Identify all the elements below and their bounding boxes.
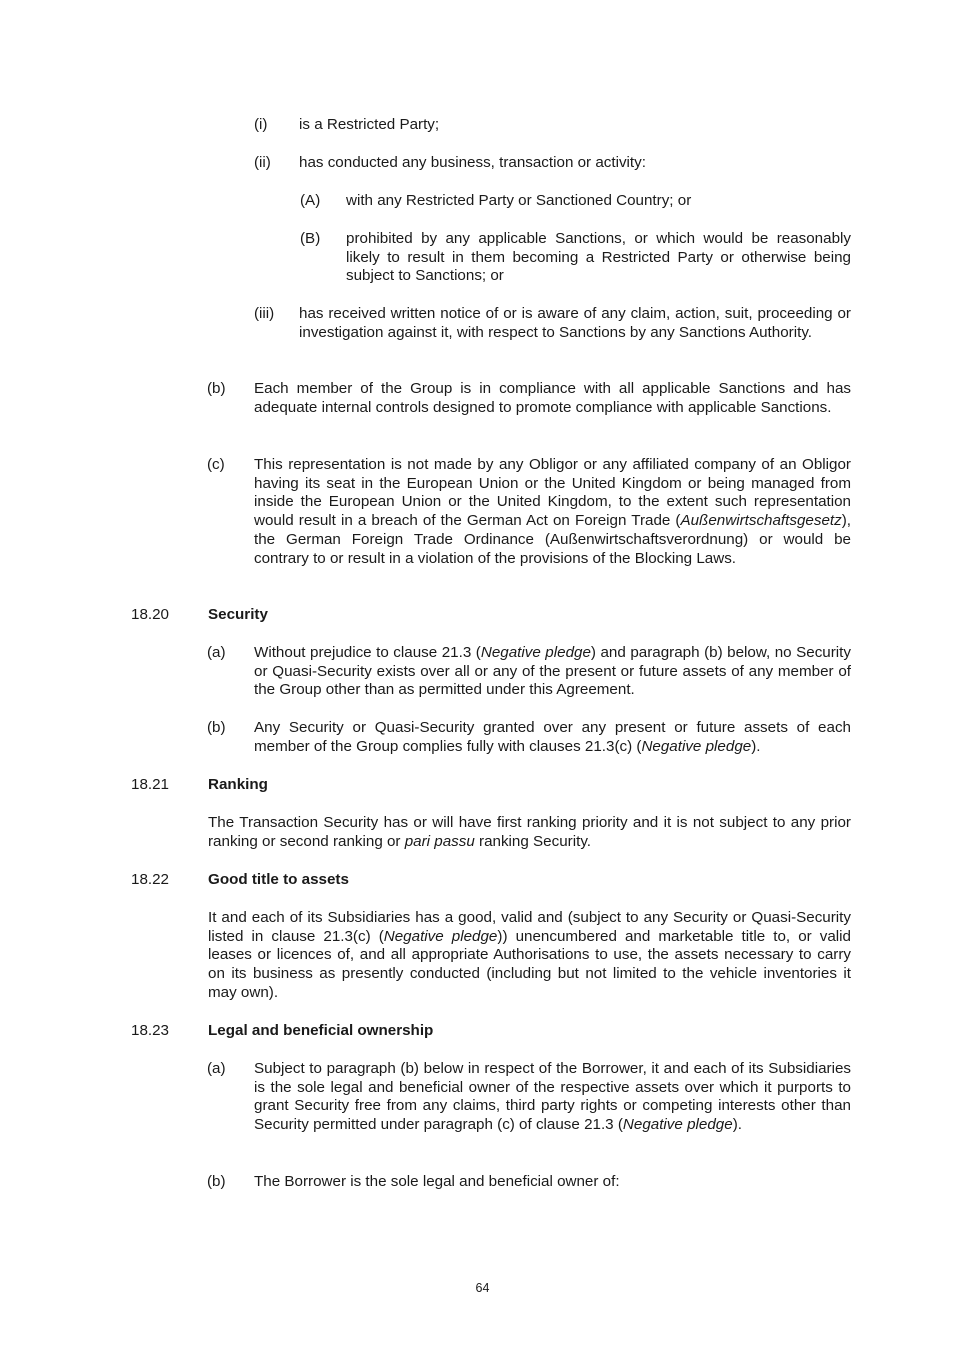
clause-18-20-title: Security xyxy=(208,606,268,623)
para-b-label: (b) xyxy=(207,380,226,397)
para-c-text: This representation is not made by any Obligor or any affiliated company of an Obligor having its seat in the European Union or the United Kingdom or being managed from inside the European Union or the United Kingdom, to the extent such representation would result in a breach of the German Act on Foreign Trade (Außenwirtschaftsgesetz), the German Foreign Trade Ordinance (Außenwirtschaftsverordnung) or would be contrary to or result in a violation of the provisions of the Blocking Laws. xyxy=(254,456,851,567)
item-A-label: (A) xyxy=(300,192,321,209)
item-iii-label: (iii) xyxy=(254,305,275,322)
item-ii-text: has conducted any business, transaction or activity: xyxy=(299,154,646,171)
security-a-label: (a) xyxy=(207,644,226,661)
clause-18-22-number: 18.22 xyxy=(131,871,170,888)
ownership-a-label: (a) xyxy=(207,1060,226,1077)
clause-18-23-number: 18.23 xyxy=(131,1022,170,1039)
item-A-text: with any Restricted Party or Sanctioned Country; or xyxy=(346,192,692,209)
item-i-label: (i) xyxy=(254,116,268,133)
item-ii-label: (ii) xyxy=(254,154,271,171)
ranking-text: The Transaction Security has or will have first ranking priority and it is not subject to any prior ranking or second ranking or pari passu ranking Security. xyxy=(208,814,851,850)
clause-18-22-title: Good title to assets xyxy=(208,871,349,888)
clause-18-21-number: 18.21 xyxy=(131,776,170,793)
clause-18-20-number: 18.20 xyxy=(131,606,170,623)
item-B-text: prohibited by any applicable Sanctions, or which would be reasonably likely to result in them becoming a Restricted Party or otherwise being subject to Sanctions; or xyxy=(346,230,851,285)
clause-18-21-title: Ranking xyxy=(208,776,268,793)
ownership-a-text: Subject to paragraph (b) below in respect of the Borrower, it and each of its Subsidiaries is the sole legal and beneficial owner of the respective assets over which it purports to grant Security free from any claims, third party rights or competing interests other than Security permitted under paragraph (c) of clause 21.3 (Negative pledge). xyxy=(254,1060,851,1134)
para-b-text: Each member of the Group is in compliance with all applicable Sanctions and has adequate internal controls designed to promote compliance with applicable Sanctions. xyxy=(254,380,851,416)
security-b-text: Any Security or Quasi-Security granted over any present or future assets of each member of the Group complies fully with clauses 21.3(c) (Negative pledge). xyxy=(254,719,851,755)
security-b-label: (b) xyxy=(207,719,226,736)
security-a-text: Without prejudice to clause 21.3 (Negative pledge) and paragraph (b) below, no Security or Quasi-Security exists over all or any of the present or future assets of any member of the Group other than as permitted under this Agreement. xyxy=(254,644,851,699)
item-B-label: (B) xyxy=(300,230,321,247)
para-c-label: (c) xyxy=(207,456,225,473)
ownership-b-text: The Borrower is the sole legal and beneficial owner of: xyxy=(254,1173,620,1190)
ownership-b-label: (b) xyxy=(207,1173,226,1190)
page-number: 64 xyxy=(475,1281,490,1295)
clause-18-23-title: Legal and beneficial ownership xyxy=(208,1022,434,1039)
item-iii-text: has received written notice of or is aware of any claim, action, suit, proceeding or investigation against it, with respect to Sanctions by any Sanctions Authority. xyxy=(299,305,851,341)
italic-term: Außenwirtschaftsgesetz xyxy=(680,512,842,530)
good-title-text: It and each of its Subsidiaries has a good, valid and (subject to any Security or Quasi-Security listed in clause 21.3(c) (Negative pledge)) unencumbered and marketable title to, or valid leases or licences of, and all appropriate Authorisations to use, the assets necessary to carry on its business as presently conducted (including but not limited to the vehicle inventories it may own). xyxy=(208,909,851,1001)
item-i-text: is a Restricted Party; xyxy=(299,116,440,133)
